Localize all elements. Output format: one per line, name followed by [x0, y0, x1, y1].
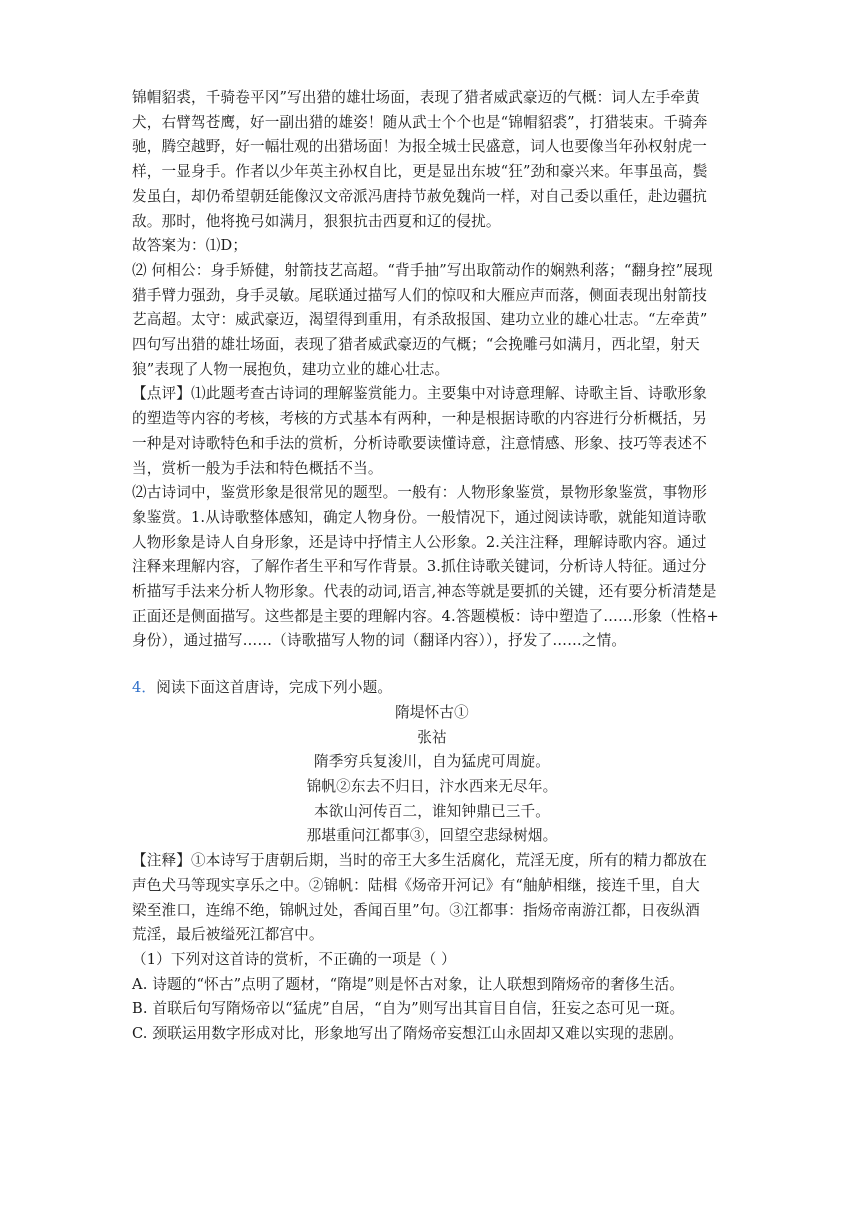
poem-title: 隋堤怀古①	[395, 703, 469, 721]
poem-line: 那堪重问江都事③，回望空悲绿树烟。	[306, 827, 558, 845]
text-line: ⑵ 何相公：身手矫健，射箭技艺高超。“背手抽”写出取箭动作的娴熟利落；“翻身控”展现	[132, 261, 713, 279]
answer-analysis	[132, 86, 732, 654]
text-line: 四句写出猎的雄壮场面，表现了猎者威武豪迈的气概；“会挽雕弓如满月，西北望，射天	[132, 336, 700, 354]
text-line: ⑵古诗词中，鉴赏形象是很常见的题型。一般有：人物形象鉴赏，景物形象鉴赏，事物形	[132, 484, 708, 502]
poem-line: 隋季穷兵复浚川，自为猛虎可周旋。	[314, 753, 550, 771]
poem-line: 锦帆②东去不归日，汴水西来无尽年。	[306, 777, 558, 795]
note-line: 梁至淮口，连绵不绝，锦帆过处，香闻百里”句。③江都事：指炀帝南游江都，日夜纵酒	[132, 901, 700, 919]
text-line: 艺高超。太守：威武豪迈，渴望得到重用，有杀敌报国、建功立业的雄心壮志。“左牵黄”	[132, 311, 708, 329]
sub-question: （1）下列对这首诗的赏析，不正确的一项是（ ）	[132, 950, 456, 968]
answer-options	[132, 973, 732, 1047]
text-line: 身份），通过描写……（诗歌描写人物的词（翻译内容）），抒发了……之情。	[132, 632, 627, 650]
poem-author: 张祜	[417, 728, 447, 746]
text-line: 狼”表现了人物一展抱负，建功立业的雄心壮志。	[132, 360, 450, 378]
text-line: 人物形象是诗人自身形象，还是诗中抒情主人公形象。2.关注注释，理解诗歌内容。通过	[132, 533, 707, 551]
note-line: 【注释】①本诗写于唐朝后期，当时的帝王大多生活腐化，荒淫无度，所有的精力都放在	[132, 852, 708, 870]
text-line: 的塑造等内容的考核，考核的方式基本有两种，一种是根据诗歌的内容进行分析概括，另	[132, 410, 708, 428]
text-line: 敌。那时，他将挽弓如满月，狠狠抗击西夏和辽的侵扰。	[132, 212, 501, 230]
text-line: 一种是对诗歌特色和手法的赏析，分析诗歌要读懂诗意，注意情感、形象、技巧等表述不	[132, 434, 708, 452]
text-line: 猎手臂力强劲，身手灵敏。尾联通过描写人们的惊叹和大雁应声而落，侧面表现出射箭技	[132, 286, 708, 304]
text-line: 注释来理解内容，了解作者生平和写作背景。3.抓住诗歌关键词，分析诗人特征。通过分	[132, 558, 707, 576]
note-line: 荒淫，最后被缢死江都宫中。	[132, 926, 324, 944]
question-prompt: 阅读下面这首唐诗，完成下列小题。	[156, 679, 393, 697]
text-line: 【点评】⑴此题考查古诗词的理解鉴赏能力。主要集中对诗意理解、诗歌主旨、诗歌形象	[132, 385, 708, 403]
section-gap	[132, 654, 732, 676]
option-item: C. 颈联运用数字形成对比，形象地写出了隋炀帝妄想江山永固却又难以实现的悲剧。	[132, 1025, 684, 1043]
question-4	[132, 676, 732, 1047]
text-line: 驰，腾空越野，好一幅壮观的出猎场面！为报全城士民盛意，词人也要像当年孙权射虎一	[132, 138, 708, 156]
poem-line: 本欲山河传百二，谁知钟鼎已三千。	[314, 802, 550, 820]
text-line: 析描写手法来分析人物形象。代表的动词,语言,神态等就是要抓的关键，还有要分析清楚是	[132, 583, 717, 601]
note-line: 声色犬马等现实享乐之中。②锦帆：陆楫《炀帝开河记》有“舳舻相继，接连千里，自大	[132, 876, 700, 894]
text-line: 犬，右臂驾苍鹰，好一副出猎的雄姿！随从武士个个也是“锦帽貂裘”，打猎装束。千骑奔	[132, 113, 708, 131]
option-item: B. 首联后句写隋炀帝以“猛虎”自居，“自为”则写出其盲目自信，狂妄之态可见一斑。	[132, 1000, 685, 1018]
question-header	[132, 676, 732, 701]
text-line: 锦帽貂裘，千骑卷平冈”写出猎的雄壮场面，表现了猎者威武豪迈的气概：词人左手牵黄	[132, 89, 700, 106]
question-number: 4．	[132, 679, 157, 697]
document-body	[132, 86, 732, 1047]
text-line: 故答案为：⑴D；	[132, 237, 248, 255]
text-line: 样，一显身手。作者以少年英主孙权自比，更是显出东坡“狂”劲和豪兴来。年事虽高，鬓	[132, 163, 708, 181]
text-line: 象鉴赏。1.从诗歌整体感知，确定人物身份。一般情况下，通过阅读诗歌，就能知道诗歌	[132, 508, 707, 526]
poem-notes	[132, 849, 732, 948]
option-item: A. 诗题的“怀古”点明了题材，“隋堤”则是怀古对象，让人联想到隋炀帝的奢侈生活。	[132, 975, 685, 993]
poem-body	[132, 750, 732, 849]
text-line: 正面还是侧面描写。这些都是主要的理解内容。4.答题模板：诗中塑造了……形象（性格+	[132, 607, 719, 625]
text-line: 当，赏析一般为手法和特色概括不当。	[132, 459, 383, 477]
text-line: 发虽白，却仍希望朝廷能像汉文帝派冯唐持节赦免魏尚一样，对自己委以重任，赴边疆抗	[132, 187, 708, 205]
